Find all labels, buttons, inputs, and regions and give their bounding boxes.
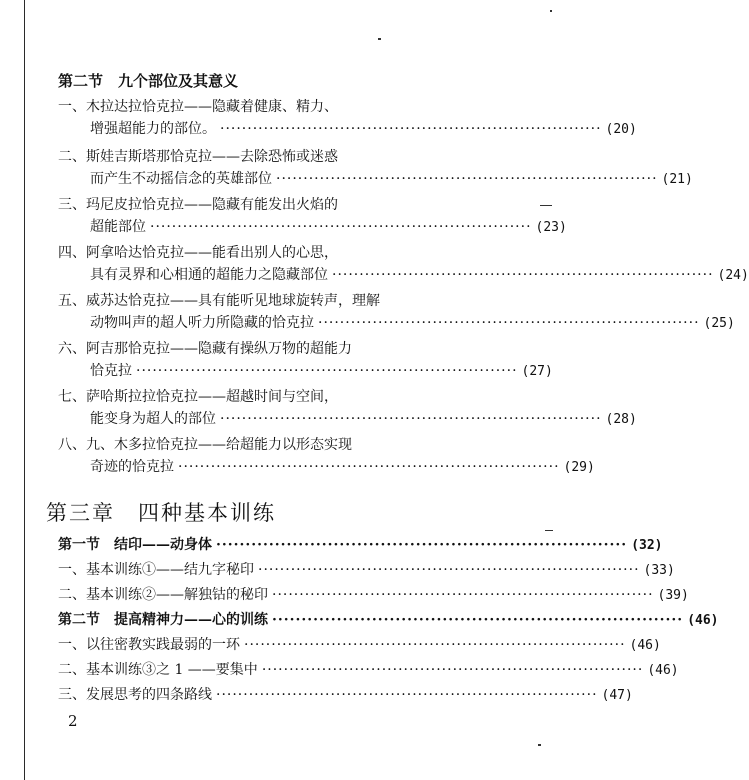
toc-entry-line2: 而产生不动摇信念的英雄部位 (90, 171, 272, 187)
dot-leader: ······································································ (244, 637, 626, 653)
toc-entry-line2: 具有灵界和心相通的超能力之隐藏部位 (90, 267, 328, 283)
toc-entry[interactable] (58, 561, 675, 580)
toc-entry-text: 二、基本训练②——解独钴的秘印 (58, 587, 268, 603)
dot-leader: ······································································ (150, 219, 532, 235)
dot-leader: ······································································ (178, 459, 560, 475)
dot-leader: ······································································ (276, 171, 658, 187)
dot-leader: ······································································ (220, 121, 602, 137)
scan-speck (378, 38, 381, 40)
toc-entry[interactable] (90, 314, 735, 333)
page-ref: (46) (647, 663, 679, 678)
page-ref: (29) (563, 460, 595, 475)
chapter-title: 第三章 四种基本训练 (46, 501, 276, 525)
dot-leader: ······································································ (272, 612, 684, 628)
dot-leader: ······································································ (216, 687, 598, 703)
page-ref: (46) (687, 613, 719, 628)
toc-entry[interactable] (90, 410, 637, 429)
page-ref: (25) (703, 316, 735, 331)
toc-entry-text: 第二节 提高精神力——心的训练 (58, 612, 268, 628)
toc-entry[interactable] (58, 661, 679, 680)
page-ref: (21) (661, 172, 693, 187)
scan-speck (550, 10, 552, 12)
toc-entry-text: 第一节 结印——动身体 (58, 537, 212, 553)
toc-entry[interactable] (58, 686, 633, 705)
page-ref: (33) (643, 563, 675, 578)
toc-entry-line2: 超能部位 (90, 219, 146, 235)
toc-section-entry[interactable] (58, 611, 719, 630)
page-ref: (47) (601, 688, 633, 703)
toc-entry[interactable] (58, 636, 661, 655)
toc-entry-line1: 五、威苏达恰克拉——具有能听见地球旋转声，理解 (58, 293, 380, 309)
page-number: 2 (68, 712, 78, 730)
dot-leader: ······································································ (318, 315, 700, 331)
toc-entry-text: 三、发展思考的四条路线 (58, 687, 212, 703)
scan-edge-line (24, 0, 25, 780)
toc-entry[interactable] (90, 362, 553, 381)
toc-entry-text: 二、基本训练③之 1 ——要集中 (58, 662, 258, 678)
scan-speck (538, 744, 541, 746)
page-ref: (23) (535, 220, 567, 235)
toc-entry-line1: 六、阿吉那恰克拉——隐藏有操纵万物的超能力 (58, 341, 352, 357)
toc-entry[interactable] (90, 120, 637, 139)
page-ref: (39) (657, 588, 689, 603)
toc-entry-text: 一、以往密教实践最弱的一环 (58, 637, 240, 653)
scan-speck (545, 530, 553, 531)
page-ref: (46) (629, 638, 661, 653)
page-ref: (27) (521, 364, 553, 379)
dot-leader: ······································································ (258, 562, 640, 578)
page-ref: (24) (717, 268, 749, 283)
toc-entry-line2: 能变身为超人的部位 (90, 411, 216, 427)
toc-entry-line2: 恰克拉 (90, 363, 132, 379)
page-ref: (32) (631, 538, 663, 553)
toc-entry[interactable] (58, 586, 689, 605)
toc-entry-text: 一、基本训练①——结九字秘印 (58, 562, 254, 578)
page-ref: (20) (605, 122, 637, 137)
toc-section-entry[interactable] (58, 536, 663, 555)
toc-entry-line1: 八、九、木多拉恰克拉——给超能力以形态实现 (58, 437, 352, 453)
toc-entry-line2: 增强超能力的部位。 (90, 121, 216, 137)
scan-speck (540, 205, 552, 206)
toc-entry[interactable] (90, 458, 595, 477)
toc-entry[interactable] (90, 266, 749, 285)
dot-leader: ······································································ (332, 267, 714, 283)
dot-leader: ······································································ (136, 363, 518, 379)
dot-leader: ······································································ (272, 587, 654, 603)
dot-leader: ······································································ (220, 411, 602, 427)
toc-entry-line1: 二、斯娃吉斯塔那恰克拉——去除恐怖或迷惑 (58, 149, 338, 165)
section-title: 第二节 九个部位及其意义 (58, 72, 239, 90)
toc-entry-line1: 三、玛尼皮拉恰克拉——隐藏有能发出火焰的 (58, 197, 338, 213)
toc-entry[interactable] (90, 170, 693, 189)
toc-entry-line1: 七、萨哈斯拉拉恰克拉——超越时间与空间， (58, 389, 338, 405)
toc-entry-line1: 一、木拉达拉恰克拉——隐藏着健康、精力、 (58, 99, 338, 115)
toc-entry[interactable] (90, 218, 567, 237)
toc-entry-line2: 动物叫声的超人听力所隐藏的恰克拉 (90, 315, 314, 331)
toc-entry-line1: 四、阿拿哈达恰克拉——能看出别人的心思， (58, 245, 338, 261)
toc-entry-line2: 奇迹的恰克拉 (90, 459, 174, 475)
dot-leader: ······································································ (261, 662, 644, 678)
dot-leader: ······································································ (216, 537, 628, 553)
page-ref: (28) (605, 412, 637, 427)
